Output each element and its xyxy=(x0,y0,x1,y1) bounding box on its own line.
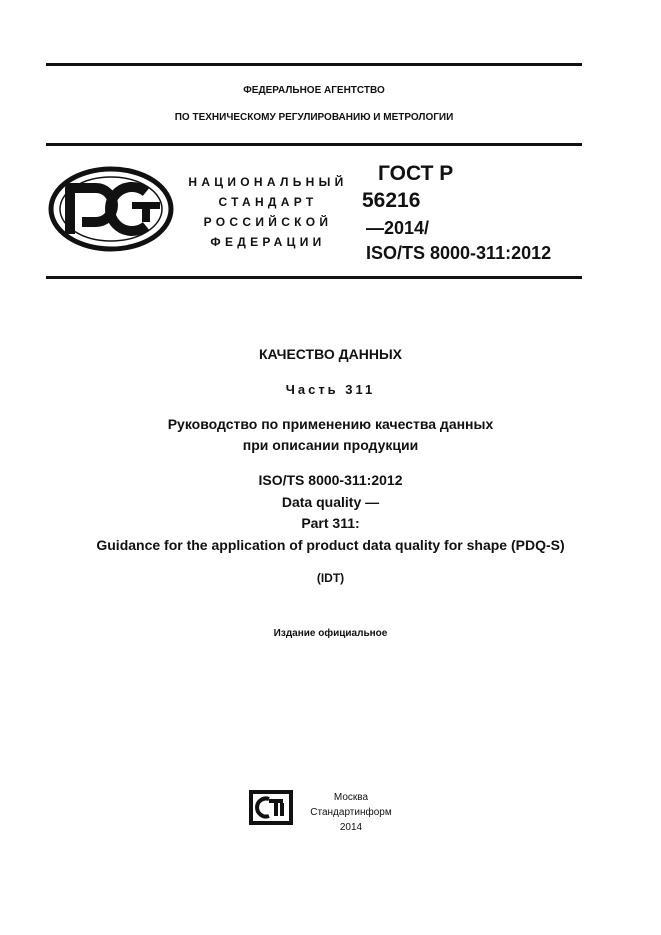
standard-label-line-4: ФЕДЕРАЦИИ xyxy=(210,235,326,249)
designation-line-3: —2014/ xyxy=(366,218,430,238)
standard-label-line-3: РОССИЙСКОЙ xyxy=(203,215,333,229)
document-title: КАЧЕСТВО ДАННЫХ xyxy=(259,346,402,362)
subtitle-line-1: Руководство по применению качества данных xyxy=(167,416,494,432)
standard-designation xyxy=(362,160,582,266)
agency-line-1: ФЕДЕРАЛЬНОЕ АГЕНТСТВО xyxy=(243,85,385,96)
designation-line-4: ISO/TS 8000-311:2012 xyxy=(366,243,552,263)
subtitle-line-2: при описании продукции xyxy=(242,437,419,453)
publisher-name: Стандартинформ xyxy=(310,807,392,818)
standard-type-label xyxy=(180,172,356,252)
standartinform-logo-icon xyxy=(249,790,293,825)
iso-part: Part 311: xyxy=(301,515,360,531)
designation-rule xyxy=(46,276,582,279)
idt-marker: (IDT) xyxy=(316,571,345,585)
iso-guidance: Guidance for the application of product data quality for shape (PDQ-S) xyxy=(96,537,565,553)
designation-line-1: ГОСТ Р xyxy=(378,162,454,185)
top-rule xyxy=(46,63,582,66)
gost-r-logo-icon xyxy=(48,166,174,252)
designation-line-2: 56216 xyxy=(362,189,421,212)
header-rule xyxy=(46,143,582,146)
iso-code: ISO/TS 8000-311:2012 xyxy=(258,472,403,488)
publisher-info xyxy=(300,790,402,835)
standard-label-line-1: НАЦИОНАЛЬНЫЙ xyxy=(188,175,348,189)
iso-title: Data quality — xyxy=(281,494,380,510)
part-number: Часть 311 xyxy=(285,382,376,397)
agency-line-2: ПО ТЕХНИЧЕСКОМУ РЕГУЛИРОВАНИЮ И МЕТРОЛОГИИ xyxy=(174,112,454,123)
publisher-city: Москва xyxy=(333,792,369,803)
publisher-year: 2014 xyxy=(339,822,363,833)
edition-label: Издание официальное xyxy=(273,628,388,639)
standard-label-line-2: СТАНДАРТ xyxy=(218,195,318,209)
